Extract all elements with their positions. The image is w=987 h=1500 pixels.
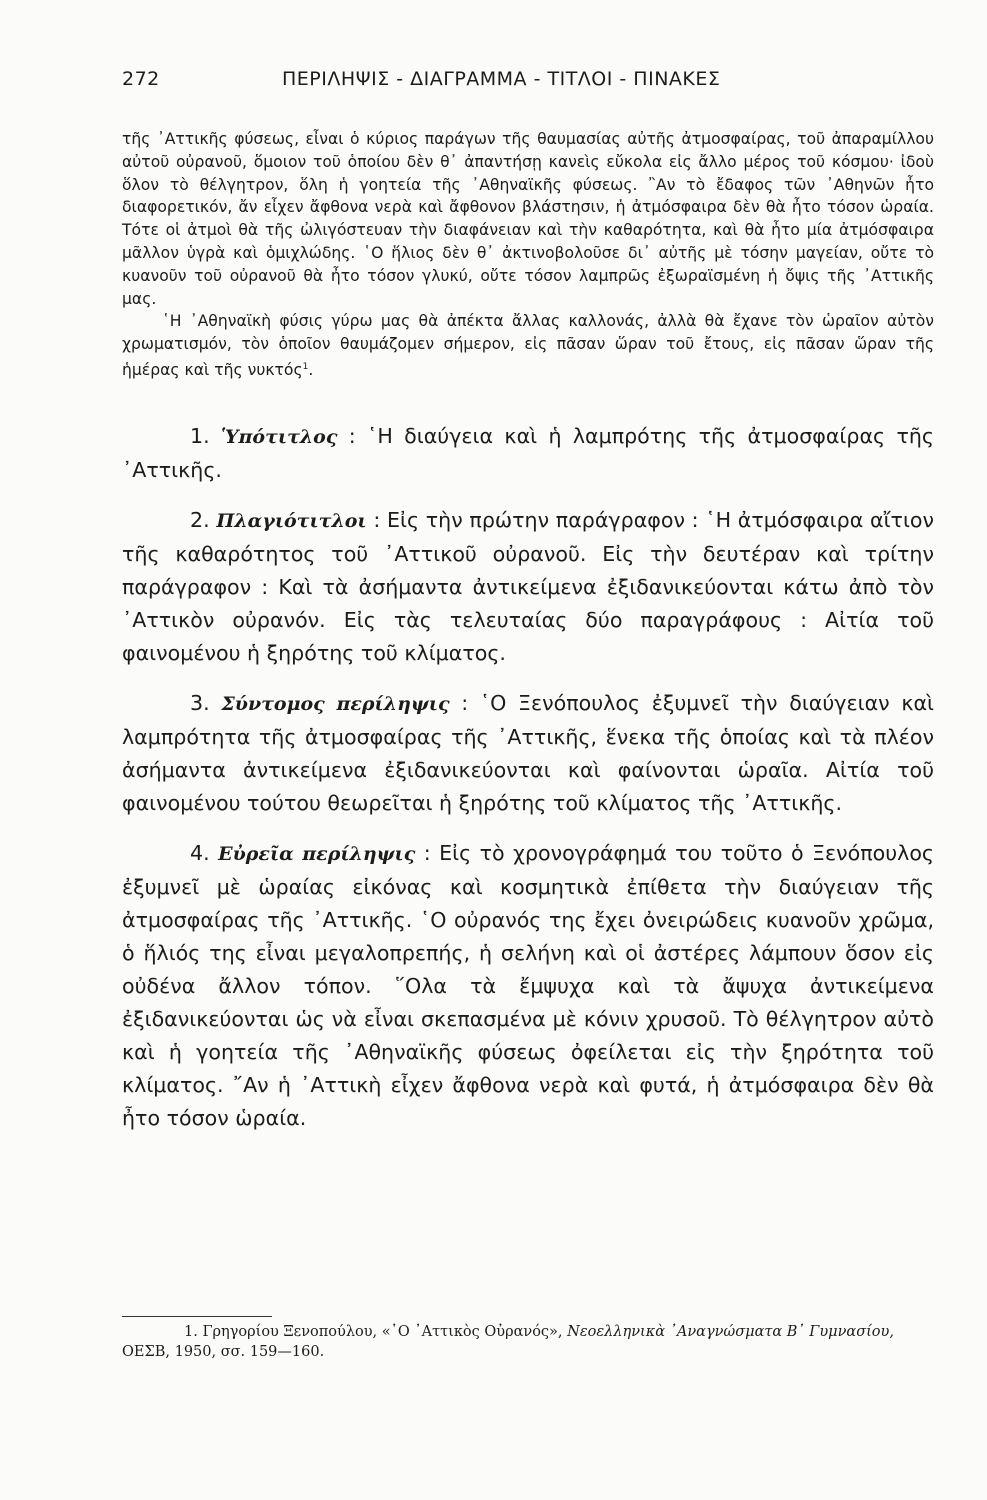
- item-number: 4.: [190, 840, 210, 865]
- footnote-divider: [122, 1316, 272, 1317]
- footnote-article: «῾Ο ᾿Αττικὸς Οὐρανός»,: [381, 1324, 563, 1340]
- item-number: 1.: [190, 423, 210, 448]
- item-text: : ῾Η διαύγεια καὶ ἡ λαμπρότης τῆς ἀτμοσφαίρας τῆς ᾿Αττικῆς.: [122, 423, 934, 482]
- item-label: Εὐρεῖα περίληψις: [218, 842, 416, 865]
- footnote: [122, 1322, 934, 1362]
- footnote-marker: 1: [302, 361, 309, 372]
- summary-item-4: [122, 837, 934, 1135]
- item-text: : Εἰς τὸ χρονογράφημά του τοῦτο ὁ Ξενόπουλος ἐξυμνεῖ μὲ ὡραίας εἰκόνας καὶ κοσμητικὰ ἐπίθετα τὴν διαύγειαν τῆς ἀτμοσφαίρας τῆς ᾿Αττικῆς. ῾Ο οὐρανός της ἔχει ὀνειρώδεις κυανοῦν χρῶμα, ὁ ἥλιός της εἶναι μεγαλοπρεπής, ἡ σελήνη καὶ οἱ ἀστέρες λάμπουν ὅσον εἰς οὐδένα ἄλλον τόπον. ῞Ολα τὰ ἔμψυχα καὶ τὰ ἄψυχα ἀντικείμενα ἐξιδανικεύονται ὡς νὰ εἶναι σκεπασμένα μὲ κόνιν χρυσοῦ. Τὸ θέλγητρον αὐτὸ καὶ ἡ γοητεία τῆς ᾿Αθηναϊκῆς φύσεως ὀφείλεται εἰς τὴν ξηρότητα τοῦ κλίματος. ῎Αν ἡ ᾿Αττικὴ εἶχεν ἄφθονα νερὰ καὶ φυτά, ἡ ἀτμόσφαιρα δὲν θὰ ἦτο τόσον ὡραία.: [122, 840, 935, 1130]
- item-label: Σύντομος περίληψις: [221, 692, 450, 715]
- summary-item-2: [122, 504, 934, 670]
- passage-paragraph-1: τῆς ᾿Αττικῆς φύσεως, εἶναι ὁ κύριος παράγων τῆς θαυμασίας αὐτῆς ἀτμοσφαίρας, τοῦ ἀπαραμίλλου αὐτοῦ οὐρανοῦ, ὅμοιον τοῦ ὁποίου δὲν θ᾿ ἀπαντήσῃ κανεὶς εὔκολα εἰς ἄλλο μέρος τοῦ κόσμου· ἰδοὺ ὅλον τὸ θέλγητρον, ὅλη ἡ γοητεία τῆς ᾿Αθηναϊκῆς φύσεως. ῍Αν τὸ ἔδαφος τῶν ᾿Αθηνῶν ἦτο διαφορετικόν, ἄν εἶχεν ἄφθονα νερὰ καὶ ἄφθονον βλάστησιν, ἡ ἀτμόσφαιρα δὲν θὰ ἦτο τόσον ὡραία. Τότε οἱ ἀτμοὶ θὰ τῆς ὠλιγόστευαν τὴν διαφάνειαν καὶ τὴν καθαρότητα, καὶ θὰ ἦτο μία ἀτμόσφαιρα μᾶλλον ὑγρὰ καὶ ὁμιχλώδης. ῾Ο ἥλιος δὲν θ᾿ ἀκτινοβολοῦσε δι᾿ αὐτῆς μὲ τόσην μαγείαν, οὔτε τὸ κυανοῦν τοῦ οὐρανοῦ θὰ ἦτο τόσον γλυκύ, οὔτε τόσον λαμπρῶς ἐξωραϊσμένη ἡ ὄψις τῆς ᾿Αττικῆς μας.: [122, 130, 934, 308]
- footnote-publisher: ΟΕΣΒ, 1950, σσ. 159—160.: [122, 1344, 325, 1360]
- item-text: : Εἰς τὴν πρώτην παράγραφον : ῾Η ἀτμόσφαιρα αἴτιον τῆς καθαρότητος τοῦ ᾿Αττικοῦ οὐρανοῦ. Εἰς τὴν δευτέραν καὶ τρίτην παράγραφον : Καὶ τὰ ἀσήμαντα ἀντικείμενα ἐξιδανικεύονται κάτω ἀπὸ τὸν ᾿Αττικὸν οὐρανόν. Εἰς τὰς τελευταίας δύο παραγράφους : Αἰτία τοῦ φαινομένου ἡ ξηρότης τοῦ κλίματος.: [122, 507, 935, 665]
- summary-item-3: [122, 687, 934, 820]
- item-label: Ὑπότιτλος: [221, 425, 338, 448]
- summary-item-1: [122, 420, 934, 487]
- item-label: Πλαγιότιτλοι: [216, 509, 367, 532]
- page-body: [122, 128, 934, 1135]
- item-number: 3.: [190, 690, 210, 715]
- footnote-author: Γρηγορίου Ξενοπούλου,: [202, 1324, 378, 1340]
- item-text: : ῾Ο Ξενόπουλος ἐξυμνεῖ τὴν διαύγειαν καὶ λαμπρότητα τῆς ἀτμοσφαίρας τῆς ᾿Αττικῆς, ἕνεκα τῆς ὁποίας καὶ τὰ πλέον ἀσήμαντα ἀντικείμενα ἐξιδανικεύονται καὶ φαίνονται ὡραῖα. Αἰτία τοῦ φαινομένου τούτου θεωρεῖται ἡ ξηρότης τοῦ κλίματος τῆς ᾿Αττικῆς.: [122, 690, 934, 815]
- passage-paragraph-2-end: .: [308, 361, 314, 380]
- item-number: 2.: [190, 507, 210, 532]
- running-title: ΠΕΡΙΛΗΨΙΣ - ΔΙΑΓΡΑΜΜΑ - ΤΙΤΛΟΙ - ΠΙΝΑΚΕΣ: [282, 68, 721, 90]
- passage-paragraph-2-text: ῾Η ᾿Αθηναϊκὴ φύσις γύρω μας θὰ ἀπέκτα ἄλλας καλλονάς, ἀλλὰ θὰ ἔχανε τὸν ὡραῖον αὐτὸν χρωματισμόν, τὸν ὁποῖον θαυμάζομεν σήμερον, εἰς πᾶσαν ὥραν τοῦ ἔτους, εἰς πᾶσαν ὥραν τῆς ἡμέρας καὶ τῆς νυκτός: [122, 312, 934, 380]
- page-number: 272: [122, 68, 160, 90]
- footnote-source: Νεοελληνικὰ ᾿Αναγνώσματα Β᾿ Γυμνασίου,: [567, 1324, 894, 1340]
- passage-paragraph-2: [122, 310, 934, 382]
- footnote-number: 1.: [184, 1324, 198, 1340]
